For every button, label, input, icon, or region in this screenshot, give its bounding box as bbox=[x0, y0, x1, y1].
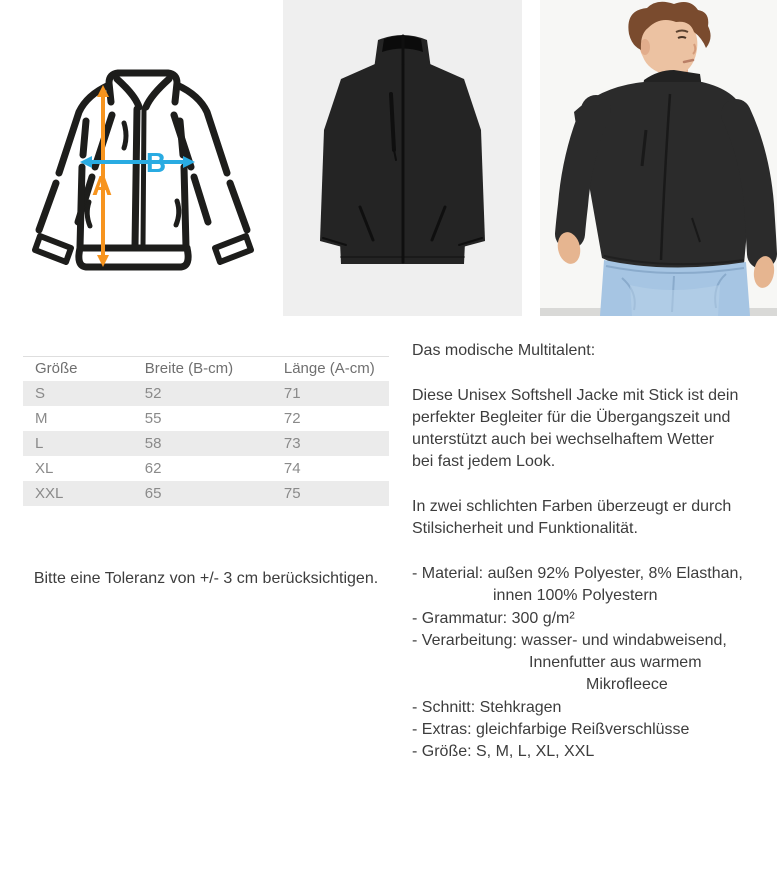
product-photo-flat[interactable] bbox=[283, 0, 522, 316]
size-table bbox=[23, 356, 389, 506]
model-wearing-jacket-image bbox=[540, 0, 777, 316]
laenge-cell: 72 bbox=[283, 409, 301, 427]
description-line bbox=[412, 474, 777, 496]
jacket-outline-drawing bbox=[25, 55, 270, 285]
description-line: Stilsicherheit und Funktionalität. bbox=[412, 520, 638, 538]
size-cell: L bbox=[35, 434, 44, 452]
description-line: Diese Unisex Softshell Jacke mit Stick ist dein bbox=[412, 386, 739, 404]
table-row bbox=[23, 481, 389, 506]
tolerance-note: Bitte eine Toleranz von +/- 3 cm berücksichtigen. bbox=[33, 570, 379, 587]
table-row bbox=[23, 381, 389, 406]
table-row bbox=[23, 456, 389, 481]
product-description bbox=[412, 340, 777, 764]
breite-cell: 55 bbox=[144, 409, 162, 427]
laenge-cell: 75 bbox=[283, 484, 301, 502]
laenge-cell: 71 bbox=[283, 384, 301, 402]
laenge-cell: 73 bbox=[283, 434, 301, 452]
description-line bbox=[412, 362, 777, 384]
description-line bbox=[412, 541, 777, 563]
breite-cell: 62 bbox=[144, 459, 162, 477]
description-line: perfekter Begleiter für die Übergangszeit und bbox=[412, 408, 731, 426]
flat-jacket-image bbox=[283, 0, 522, 316]
breite-cell: 52 bbox=[144, 384, 162, 402]
measure-label-b: B bbox=[145, 147, 167, 178]
size-table-header-groesse: Größe bbox=[35, 360, 78, 378]
spec-line-verarbeitung-cont2: Mikrofleece bbox=[586, 676, 668, 694]
laenge-cell: 74 bbox=[283, 459, 301, 477]
size-cell: M bbox=[35, 409, 48, 427]
spec-line-groesse: - Größe: S, M, L, XL, XXL bbox=[412, 743, 595, 761]
spec-line-verarbeitung: - Verarbeitung: wasser- und windabweisend, bbox=[412, 631, 727, 649]
size-cell: XL bbox=[35, 459, 54, 477]
description-line: bei fast jedem Look. bbox=[412, 453, 556, 471]
size-cell: S bbox=[35, 384, 46, 402]
spec-line-extras: - Extras: gleichfarbige Reißverschlüsse bbox=[412, 721, 690, 739]
jacket-measure-diagram bbox=[25, 55, 270, 285]
product-photo-model[interactable] bbox=[540, 0, 777, 316]
size-cell: XXL bbox=[35, 484, 64, 502]
description-line: In zwei schlichten Farben überzeugt er durch bbox=[412, 498, 732, 516]
description-line: unterstützt auch bei wechselhaftem Wetter bbox=[412, 431, 715, 449]
measure-arrow-a bbox=[92, 85, 112, 267]
measure-label-a: A bbox=[91, 170, 113, 201]
spec-line-grammatur: - Grammatur: 300 g/m² bbox=[412, 609, 575, 627]
description-title: Das modische Multitalent: bbox=[412, 342, 596, 359]
table-row bbox=[23, 406, 389, 431]
breite-cell: 65 bbox=[144, 484, 162, 502]
spec-line-material: - Material: außen 92% Polyester, 8% Elasthan, bbox=[412, 564, 743, 582]
size-table-header-breite: Breite (B-cm) bbox=[144, 360, 234, 378]
spec-line-material-cont: innen 100% Polyestern bbox=[493, 587, 658, 605]
breite-cell: 58 bbox=[144, 434, 162, 452]
spec-line-schnitt: - Schnitt: Stehkragen bbox=[412, 698, 562, 716]
spec-line-verarbeitung-cont: Innenfutter aus warmem bbox=[529, 654, 702, 672]
size-table-header-row bbox=[23, 357, 389, 381]
table-row bbox=[23, 431, 389, 456]
size-table-header-laenge: Länge (A-cm) bbox=[283, 360, 375, 378]
